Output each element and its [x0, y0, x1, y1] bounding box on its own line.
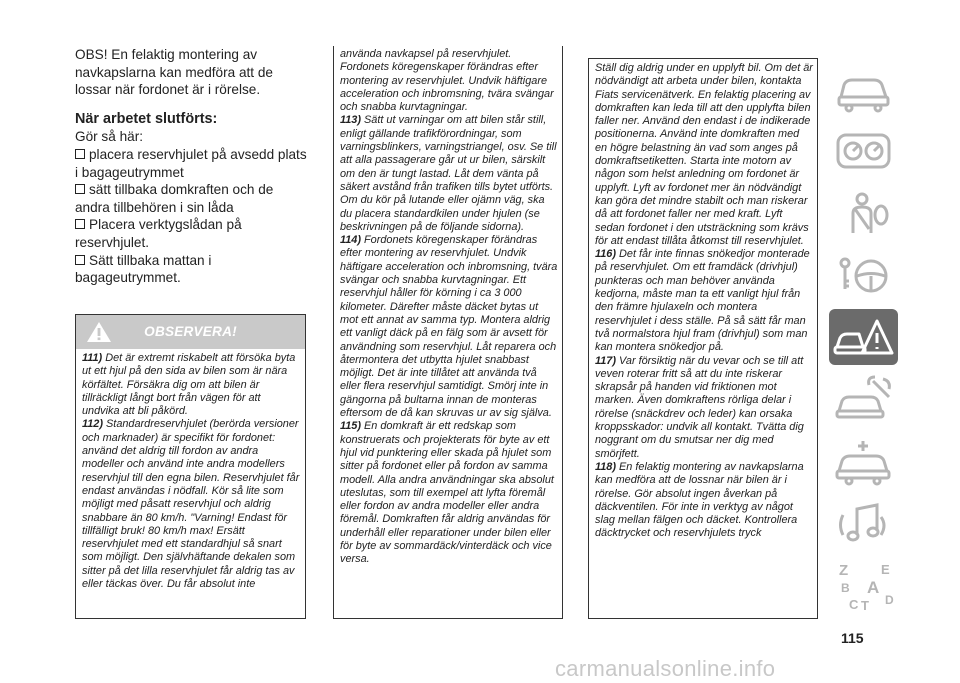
- index-letter: D: [885, 593, 894, 607]
- chapter-tab-starting-driving[interactable]: [829, 247, 898, 303]
- note-text: Det får inte finnas snökedjor monterade på reservhjulet. Om ett framdäck (drivhjul) punkteras och man behöver använda kedjorna, måste man ta ett vanligt hjul från den främre hjulaxeln och montera reservhjulet i dess ställe. På så sätt får man två normalstora hjul fram (drivhjul) som man kan montera snökedjor på.: [595, 248, 810, 354]
- step-item: sätt tillbaka domkraften och de andra tillbehören i sin låda: [75, 182, 274, 215]
- section-heading: När arbetet slutförts:: [75, 110, 218, 127]
- page-number: 115: [841, 630, 864, 646]
- footer-watermark: carmanualsonline.info: [555, 656, 776, 681]
- note-text: Ställ dig aldrig under en upplyft bil. Om det är nödvändigt att arbeta under bilen, kontakta Fiats servicenätverk. En felaktig placering av domkraften kan leda till att den upplyfta bilen faller ner. Använd den endast i de indikerade positionerna. Använd inte domkraften med en högre belastning än vad som anges på domkraftsetiketten. Starta inte motorn av någon som helst anledning om fordonet är upplyft. Lyft av fordonet mer än nödvändigt kan göra det mindre stabilt och man riskerar då att fordonet faller ner med kraft. Lyft sedan fordonet i den utsträckning som krävs för att endast tillåta åtkomst till reservhjulet.: [595, 62, 813, 247]
- step-item: placera reservhjulet på avsedd plats i bagageutrymmet: [75, 146, 307, 180]
- index-letter: C: [849, 597, 859, 612]
- warning-title: OBSERVERA!: [144, 324, 237, 339]
- note-item: [82, 418, 300, 591]
- index-letter: T: [861, 598, 869, 613]
- note-item: [340, 114, 558, 234]
- chapter-tab-technical-data[interactable]: [829, 433, 898, 489]
- note-item: [340, 234, 558, 420]
- intro-text: OBS! En felaktig montering av navkapslarna kan medföra att de lossar när fordonet är i rörelse.: [75, 47, 273, 98]
- service-wrench-icon: [829, 371, 898, 427]
- step-item: Placera verktygslådan på reservhjulet.: [75, 217, 242, 250]
- section-subheading: Gör så här:: [75, 129, 143, 145]
- column-left: [75, 46, 307, 287]
- note-text: Var försiktig när du vevar och se till att veven roterar fritt så att du inte riskerar skrapsår på handen vid friktionen mot marken. Även domkraftens rörliga delar i rörelse (snäckdrev och leder) kan orsaka kroppsskador: undvik all kontakt. Tvätta dig noggrant om du smutsar ner dig med smörjfett.: [595, 354, 804, 460]
- car-info-icon: [829, 61, 898, 117]
- step-item: Sätt tillbaka mattan i bagageutrymmet.: [75, 252, 212, 286]
- note-number: 111): [82, 352, 103, 364]
- note-item: [82, 352, 300, 418]
- index-letter: B: [841, 581, 850, 595]
- multimedia-note-icon: [829, 495, 898, 551]
- checkbox-icon: [75, 219, 85, 229]
- index-letter: A: [867, 578, 880, 597]
- note-text: En domkraft är ett redskap som konstruerats och projekterats för byte av ett hjul vid punktering eller skada på hjulet som sitter på fordonet eller på fordon av samma modell. Alla andra användningar ska absolut uteslutas, som till exempel att lyfta föremål eller fordon av andra modeller eller andra föremål. Domkraften får aldrig användas för underhåll eller reparationer under bilen eller för byte av sommardäck/vinterdäck och vice versa.: [340, 420, 554, 566]
- chapter-tab-emergency[interactable]: [829, 309, 898, 365]
- chapter-tab-car-info[interactable]: [829, 61, 898, 117]
- warning-box: [75, 314, 306, 619]
- steering-wheel-key-icon: [829, 247, 898, 303]
- column-right: [588, 58, 818, 619]
- note-text: Det är extremt riskabelt att försöka byta ut ett hjul på den sida av bilen som är nära körfältet. Försäkra dig om att bilen är tillräckligt långt bort från vägen för att undvika att bli påkörd.: [82, 352, 296, 418]
- note-number: 112): [82, 418, 103, 431]
- chapter-tab-multimedia[interactable]: [829, 495, 898, 551]
- note-text: Sätt ut varningar om att bilen står still, enligt gällande trafikförordningar, som varningsblinkers, varningstriangel, osv. Se till att alla passagerare går ut ur bilen, särskilt om den är tungt lastad. Låt dem vänta på säkert avstånd från trafiken tills bytet utförts. Om du kör på lutande eller ojämn väg, ska du placera standardkilen under hjulen (se beskrivningen på de följande sidorna).: [340, 114, 557, 233]
- breakdown-warning-icon: [829, 309, 898, 365]
- note-text: använda navkapsel på reservhjulet. Fordonets köregenskaper förändras efter montering av reservhjulet. Undvik häftigare acceleration och inbromsning, tvära svängar och snabba kurvtagningar.: [340, 48, 554, 114]
- column-middle: [333, 46, 563, 619]
- alphabetical-index-icon: [829, 557, 898, 613]
- chapter-tab-dashboard[interactable]: [829, 123, 898, 179]
- dashboard-icon: [829, 123, 898, 179]
- checkbox-icon: [75, 149, 85, 159]
- note-item: [340, 420, 558, 566]
- note-text: Standardreservhjulet (berörda versioner och marknader) är specifikt för fordonet: använd det aldrig till fordon av andra modeller och använd inte andra modellers reservhjul till den egna bilen. Reservhjulet får endast användas i nödfall. Kör så lite som möjligt med påsatt reservhjul och aldrig snabbare än 80 km/h. "Varning! Endast för tillfälligt bruk! 80 km/h max! Ersätt reservhjulet med ett standardhjul så snart som möjligt. Den självhäftande dekalen som sitter på det lilla reservhjulet får aldrig tas av eller täckas över. Du får absolut inte: [82, 418, 300, 591]
- note-item: [595, 461, 813, 541]
- chapter-tab-maintenance[interactable]: [829, 371, 898, 427]
- note-number: 113): [340, 114, 361, 127]
- note-text: Fordonets köregenskaper förändras efter montering av reservhjulet. Undvik häftigare acceleration och inbromsning, tvära svängar och snabba kurvtagningar. Ett reservhjul håller för körning i ca 3 000 kilometer. Därefter måste däcket bytas ut mot ett annat av samma typ. Montera aldrig ett vanligt däck på en fälg som är avsett för användning som reservhjul. Låt reparera och återmontera det utbytta hjulet snabbast möjligt. Det är inte tillåtet att använda två eller flera reservhjul samtidigt. Smörj inte in gängorna på bultarna innan de monteras eftersom de då kan skruvas ur av sig själva.: [340, 234, 558, 420]
- warning-header: [76, 315, 305, 349]
- note-item: [340, 48, 558, 114]
- note-number: 115): [340, 420, 361, 433]
- checkbox-icon: [75, 255, 85, 265]
- note-item: [595, 248, 813, 354]
- warning-body: [76, 349, 305, 591]
- note-number: 118): [595, 460, 616, 473]
- note-number: 116): [595, 248, 616, 261]
- index-letter: Z: [839, 562, 849, 579]
- note-number: 117): [595, 354, 616, 367]
- checkbox-icon: [75, 184, 85, 194]
- chapter-tab-index[interactable]: [829, 557, 898, 613]
- note-number: 114): [340, 234, 361, 247]
- note-item: [595, 62, 813, 248]
- index-letter: E: [881, 562, 890, 577]
- technical-data-car-icon: [829, 433, 898, 489]
- seatbelt-airbag-icon: [829, 185, 898, 241]
- note-text: En felaktig montering av navkapslarna kan medföra att de lossnar när bilen är i rörelse. Gör absolut ingen åverkan på däckventilen. För inte in verktyg av något slag mellan fälgen och däcket. Kontrollera däcktrycket och reservhjulets tryck: [595, 460, 804, 540]
- chapter-tab-safety[interactable]: [829, 185, 898, 241]
- note-item: [595, 355, 813, 461]
